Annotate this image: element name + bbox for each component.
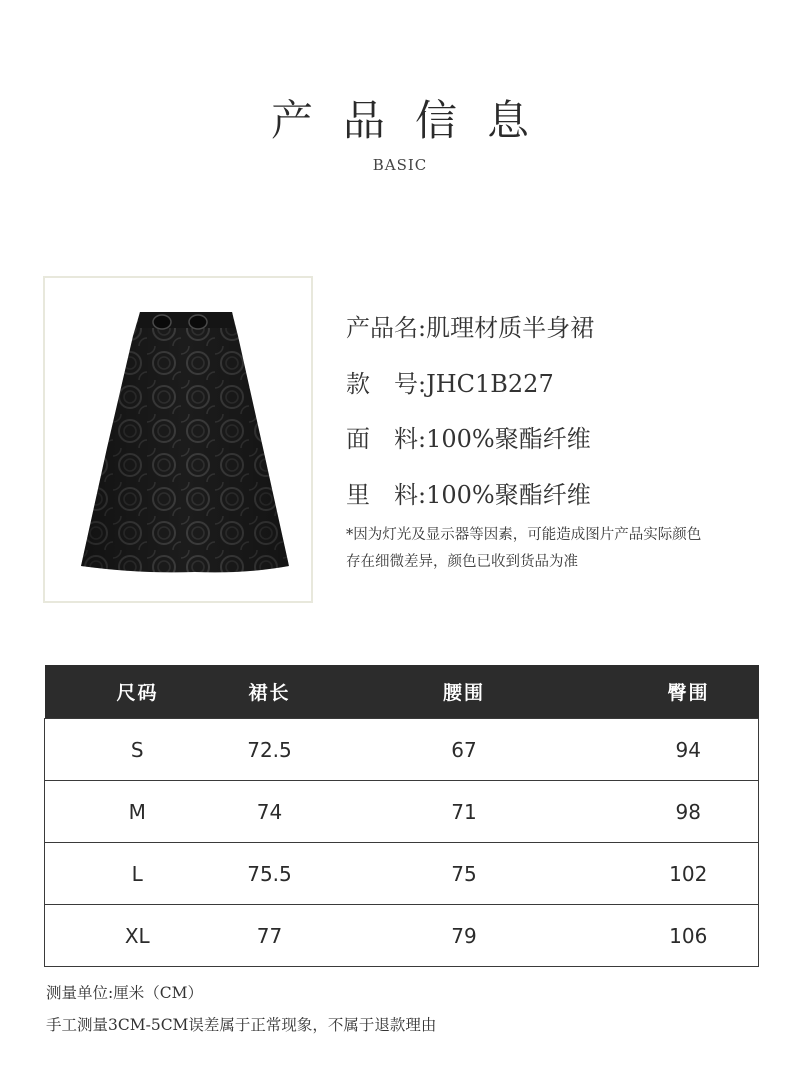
lining-label: 里 料: [346,481,427,509]
cell-size: XL [45,905,230,967]
cell-waist: 71 [310,781,619,843]
color-note-line1: *因为灯光及显示器等因素，可能造成图片产品实际颜色 [346,527,702,543]
style-number-label: 款 号: [346,370,427,398]
lining-row [346,475,591,510]
cell-hip: 102 [619,843,759,905]
fabric-row [346,419,591,454]
cell-length: 72.5 [230,719,310,781]
fabric-value: 100%聚酯纤维 [426,425,591,453]
cell-size: S [45,719,230,781]
skirt-image [45,278,311,601]
header-waist: 腰围 [310,665,619,719]
product-photo-frame [43,276,313,603]
product-name-label: 产品名: [346,314,427,342]
cell-size: M [45,781,230,843]
cell-hip: 94 [619,719,759,781]
measurement-tolerance-note: 手工测量3CM-5CM误差属于正常现象，不属于退款理由 [46,1016,437,1034]
cell-hip: 106 [619,905,759,967]
product-name-value: 肌理材质半身裙 [426,314,595,342]
cell-waist: 75 [310,843,619,905]
lining-value: 100%聚酯纤维 [426,481,591,509]
table-row [45,719,759,781]
color-note-line2: 存在细微差异，颜色已收到货品为准 [346,554,578,570]
cell-waist: 79 [310,905,619,967]
table-row [45,781,759,843]
table-row [45,905,759,967]
header-skirt-length: 裙长 [230,665,310,719]
style-number-value: JHC1B227 [426,370,554,398]
table-row [45,843,759,905]
fabric-label: 面 料: [346,425,427,453]
measurement-unit-note: 测量单位:厘米（CM） [46,984,203,1002]
header-size: 尺码 [45,665,230,719]
cell-waist: 67 [310,719,619,781]
page-subtitle: BASIC [372,156,428,174]
header-hip: 臀围 [619,665,759,719]
style-number-row [346,364,554,399]
cell-hip: 98 [619,781,759,843]
product-name-row [346,308,594,343]
page-title: 产品信息 [270,96,559,145]
cell-length: 74 [230,781,310,843]
size-table-header [45,665,759,719]
size-table [44,665,759,967]
cell-length: 77 [230,905,310,967]
cell-size: L [45,843,230,905]
cell-length: 75.5 [230,843,310,905]
